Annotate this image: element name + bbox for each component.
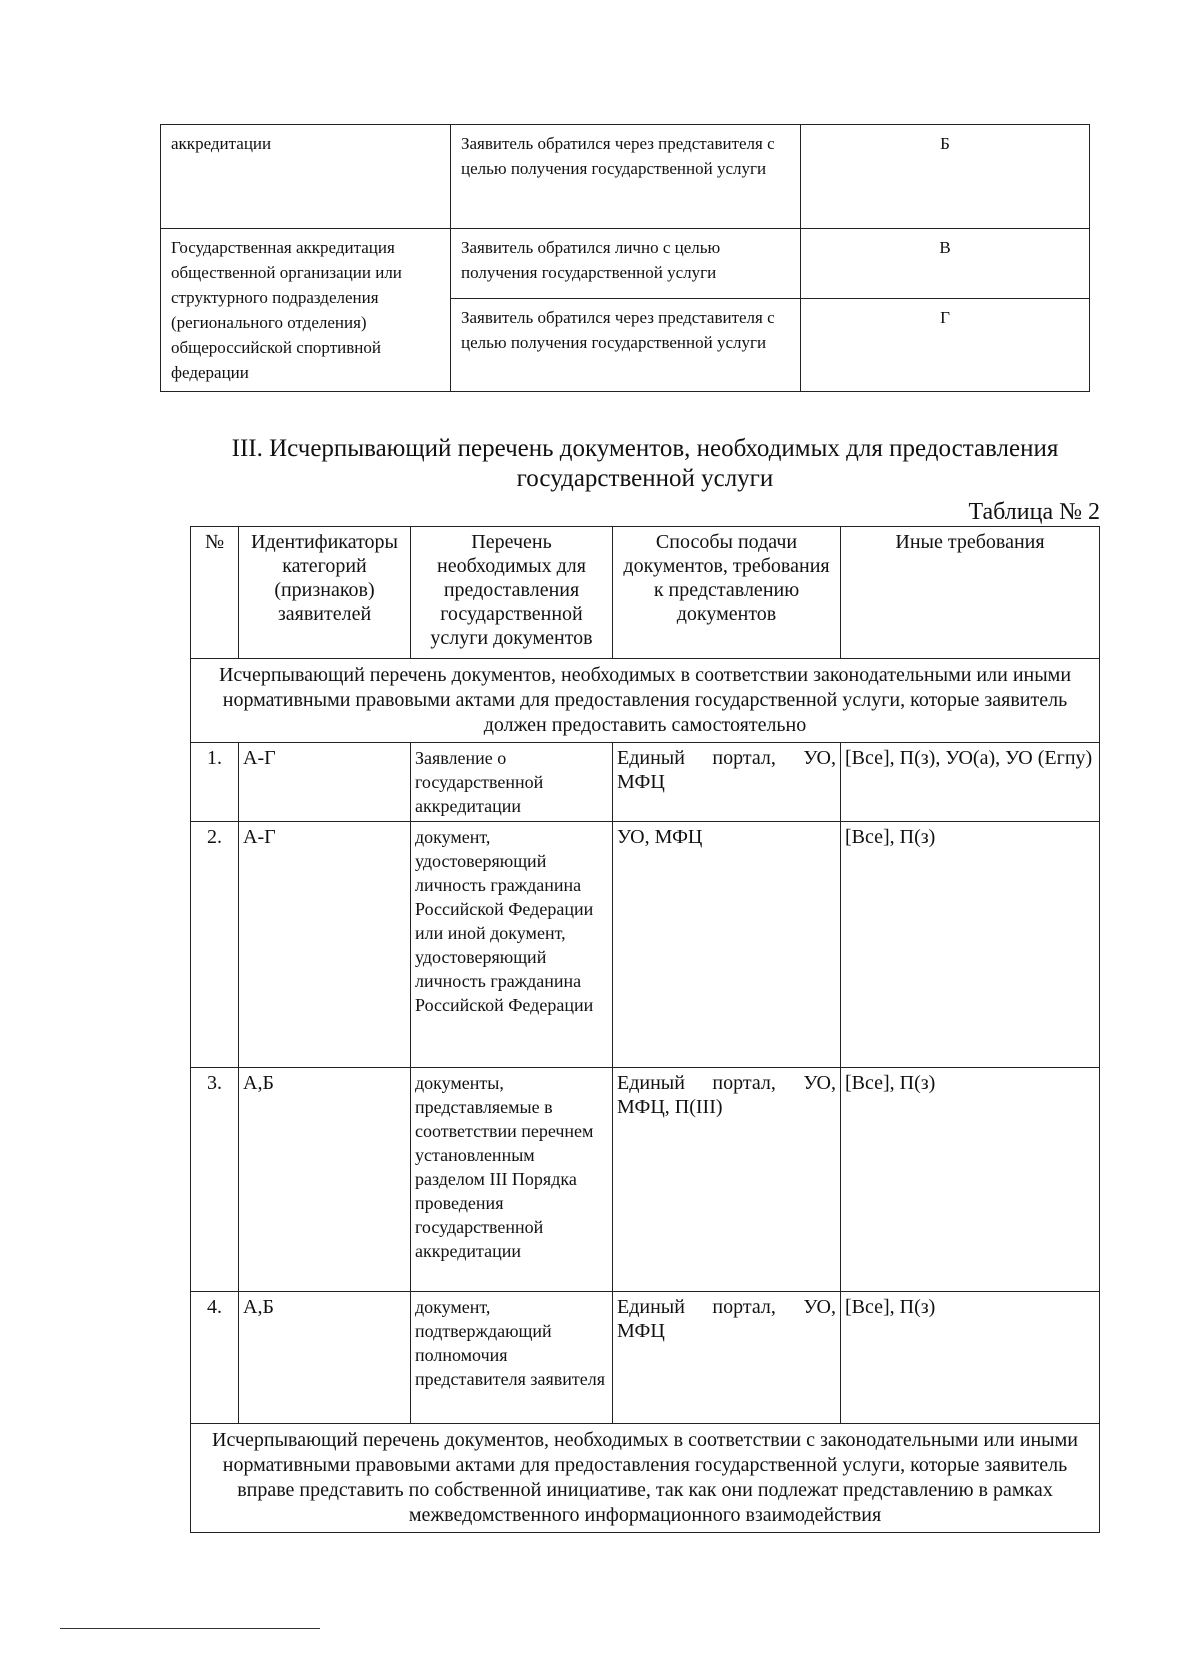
- row-number: 1.: [191, 743, 239, 822]
- table-row: [161, 229, 1090, 299]
- table-row: [191, 1292, 1100, 1424]
- accreditation-cases-table: [160, 124, 1090, 392]
- case-cell: Заявитель обратился через представителя с целью получения государственной услуги: [451, 299, 801, 392]
- documents-table: [190, 526, 1100, 1533]
- applicant-ids-cell: А,Б: [239, 1068, 411, 1292]
- header-number: №: [191, 527, 239, 659]
- applicant-ids-cell: А,Б: [239, 1292, 411, 1424]
- method-cell: Единый портал, УО, МФЦ: [613, 1292, 841, 1424]
- group-heading-mandatory: Исчерпывающий перечень документов, необходимых в соответствии законодательными или иными нормативными правовыми актами для предоставления государственной услуги, которые заявитель должен предоставить самостоятельно: [191, 659, 1100, 743]
- group-row: [191, 1424, 1100, 1533]
- footnote-separator: [60, 1628, 320, 1629]
- method-cell: Единый портал, УО, МФЦ, П(III): [613, 1068, 841, 1292]
- table-row: [191, 743, 1100, 822]
- document-cell: Заявление о государственной аккредитации: [411, 743, 613, 822]
- document-cell: документы, представляемые в соответствии перечнем установленным разделом III Порядка проведения государственной аккредитации: [411, 1068, 613, 1292]
- other-requirements-cell: [Все], П(з): [841, 1068, 1100, 1292]
- code-cell: Г: [801, 299, 1090, 392]
- case-cell: Заявитель обратился через представителя с целью получения государственной услуги: [451, 125, 801, 229]
- header-applicant-ids: Идентификаторы категорий (признаков) заявителей: [239, 527, 411, 659]
- table-label: Таблица № 2: [968, 499, 1100, 525]
- service-cell: Государственная аккредитация общественной организации или структурного подразделения (регионального отделения) общероссийской спортивной федерации: [161, 229, 451, 392]
- other-requirements-cell: [Все], П(з), УО(а), УО (Егпу): [841, 743, 1100, 822]
- table-row: [191, 822, 1100, 1068]
- applicant-ids-cell: А-Г: [239, 743, 411, 822]
- document-cell: документ, подтверждающий полномочия представителя заявителя: [411, 1292, 613, 1424]
- row-number: 2.: [191, 822, 239, 1068]
- service-cell: аккредитации: [161, 125, 451, 229]
- other-requirements-cell: [Все], П(з): [841, 1292, 1100, 1424]
- row-number: 3.: [191, 1068, 239, 1292]
- code-cell: В: [801, 229, 1090, 299]
- table-row: [161, 125, 1090, 229]
- method-cell: Единый портал, УО, МФЦ: [613, 743, 841, 822]
- header-submission-methods: Способы подачи документов, требования к представлению документов: [613, 527, 841, 659]
- document-cell: документ, удостоверяющий личность гражданина Российской Федерации или иной документ, удостоверяющий личность гражданина Российской Федерации: [411, 822, 613, 1068]
- applicant-ids-cell: А-Г: [239, 822, 411, 1068]
- code-cell: Б: [801, 125, 1090, 229]
- row-number: 4.: [191, 1292, 239, 1424]
- method-cell: УО, МФЦ: [613, 822, 841, 1068]
- table-header-row: [191, 527, 1100, 659]
- other-requirements-cell: [Все], П(з): [841, 822, 1100, 1068]
- header-documents: Перечень необходимых для предоставления государственной услуги документов: [411, 527, 613, 659]
- case-cell: Заявитель обратился лично с целью получения государственной услуги: [451, 229, 801, 299]
- section-title: III. Исчерпывающий перечень документов, необходимых для предоставления государственной услуги: [231, 435, 1059, 492]
- group-row: [191, 659, 1100, 743]
- table-row: [191, 1068, 1100, 1292]
- group-heading-optional: Исчерпывающий перечень документов, необходимых в соответствии с законодательными или иными нормативными правовыми актами для предоставления государственной услуги, которые заявитель вправе представить по собственной инициативе, так как они подлежат представлению в рамках межведомственного информационного взаимодействия: [191, 1424, 1100, 1533]
- header-other-requirements: Иные требования: [841, 527, 1100, 659]
